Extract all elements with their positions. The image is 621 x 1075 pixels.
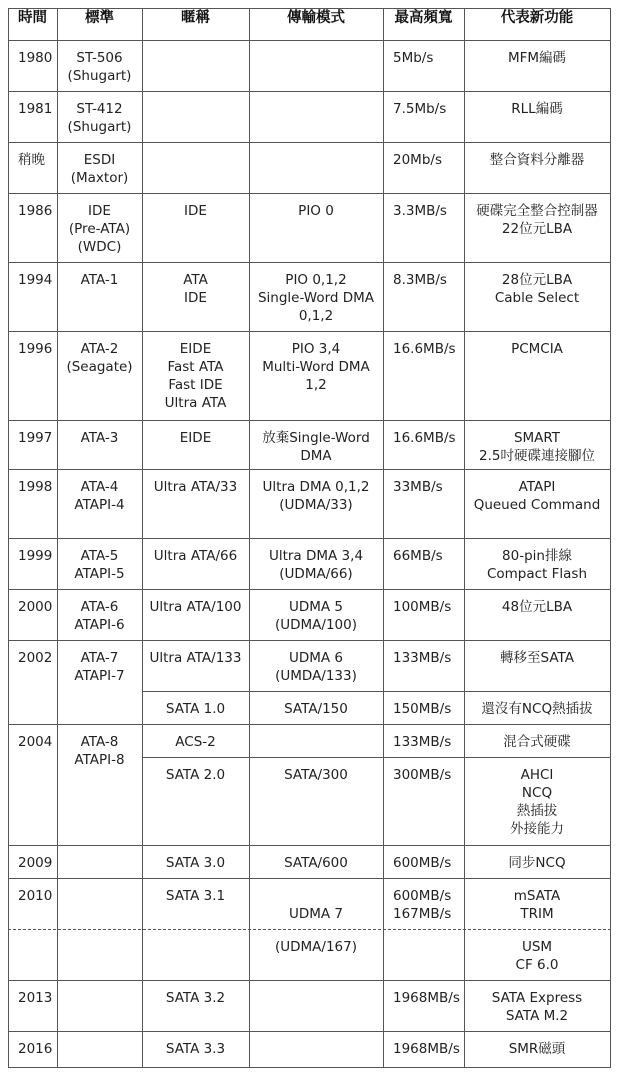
cell-standard: ATA-4 ATAPI-4 [74,479,125,513]
cell-time: 2000 [18,599,53,615]
cell-bandwidth: 300MB/s [393,767,452,783]
cell-bandwidth: 66MB/s [393,548,443,564]
cell-mode: SATA/600 [284,855,348,871]
cell-feature: 28位元LBA Cable Select [494,272,580,306]
grid-line [8,878,611,879]
cell-nickname: EIDE [179,430,212,446]
cell-standard: ATA-6 ATAPI-6 [74,599,125,633]
header-mode: 傳輸模式 [287,10,345,26]
cell-nickname: SATA 3.3 [165,1041,226,1057]
cell-standard: IDE (Pre-ATA) (WDC) [68,203,131,255]
cell-bandwidth: 7.5Mb/s [393,101,447,117]
header-bandwidth: 最高頻寬 [394,10,453,26]
cell-feature: 同步NCQ [508,855,566,871]
cell-feature: 80-pin排線 Compact Flash [486,548,588,582]
cell-feature: ATAPI Queued Command [473,479,601,513]
cell-nickname: SATA 1.0 [165,701,226,717]
header-standard: 標準 [85,10,114,26]
header-time: 時間 [18,10,47,26]
cell-mode: SATA/300 [284,767,348,783]
cell-feature: 混合式硬碟 [503,734,571,750]
cell-mode: UDMA 6 (UMDA/133) [275,650,357,684]
cell-nickname: ACS-2 [175,734,216,750]
grid-line [8,929,611,930]
cell-standard: ATA-3 [80,430,119,446]
cell-time: 1980 [18,50,53,66]
grid-line [142,757,611,758]
cell-bandwidth: 1968MB/s [393,1041,460,1057]
cell-standard: ATA-5 ATAPI-5 [74,548,125,582]
cell-nickname: Ultra ATA/66 [153,548,238,564]
cell-feature: 48位元LBA [501,599,573,615]
cell-nickname: Ultra ATA/33 [153,479,238,495]
cell-mode: 放棄Single-Word DMA [262,430,370,464]
grid-line [8,589,611,590]
cell-feature: AHCI NCQ 熱插拔 外接能力 [510,767,564,837]
cell-standard: ATA-8 ATAPI-8 [74,734,125,768]
cell-bandwidth: 1968MB/s [393,990,460,1006]
cell-time: 2016 [18,1041,53,1057]
grid-line [8,538,611,539]
grid-line [8,40,611,41]
cell-mode: UDMA 5 (UDMA/100) [274,599,357,633]
cell-time: 1981 [18,101,53,117]
cell-nickname: SATA 3.0 [165,855,226,871]
cell-bandwidth: 133MB/s [393,734,452,750]
cell-feature: 還沒有NCQ熱插拔 [481,701,593,717]
cell-time: 2013 [18,990,53,1006]
cell-mode: SATA/150 [284,701,348,717]
cell-time: 稍晚 [18,152,45,168]
cell-feature: RLL編碼 [511,101,563,117]
cell-time: 2004 [18,734,53,750]
cell-feature: 轉移至SATA [500,650,574,666]
cell-bandwidth: 20Mb/s [393,152,442,168]
grid-line [142,691,611,692]
grid-line [8,724,611,725]
grid-line [8,640,611,641]
cell-time: 1994 [18,272,53,288]
cell-feature: SMART 2.5吋硬碟連接腳位 [479,430,595,464]
cell-standard: ATA-1 [80,272,119,288]
grid-line [8,1067,611,1068]
cell-feature: SMR磁頭 [508,1041,566,1057]
cell-mode: (UDMA/167) [274,939,357,955]
cell-bandwidth: 600MB/s [393,855,452,871]
cell-time: 1997 [18,430,53,446]
cell-feature: MFM編碼 [507,50,567,66]
cell-nickname: SATA 3.2 [165,990,226,1006]
cell-bandwidth: 16.6MB/s [393,341,456,357]
cell-feature: SATA Express SATA M.2 [491,990,583,1024]
grid-line [8,331,611,332]
grid-line [8,91,611,92]
cell-nickname: EIDE Fast ATA Fast IDE Ultra ATA [164,341,227,411]
cell-standard: ST-412 (Shugart) [67,101,132,135]
cell-mode: PIO 0 [298,203,334,219]
grid-line [8,980,611,981]
cell-bandwidth: 5Mb/s [393,50,434,66]
cell-standard: ST-506 (Shugart) [67,50,132,84]
cell-bandwidth: 600MB/s 167MB/s [393,888,452,922]
cell-mode: UDMA 7 [288,906,344,922]
grid-line [8,262,611,263]
header-feature: 代表新功能 [500,10,574,26]
cell-nickname: ATA IDE [183,272,208,306]
grid-line [8,1031,611,1032]
cell-feature: mSATA TRIM [513,888,561,922]
cell-mode: Ultra DMA 0,1,2 (UDMA/33) [262,479,370,513]
cell-time: 1999 [18,548,53,564]
cell-time: 1998 [18,479,53,495]
grid-line [8,469,611,470]
header-nickname: 暱稱 [181,10,210,26]
cell-time: 1986 [18,203,53,219]
cell-feature: USM CF 6.0 [515,939,559,973]
cell-bandwidth: 33MB/s [393,479,443,495]
cell-feature: 整合資料分離器 [489,152,585,168]
cell-bandwidth: 8.3MB/s [393,272,447,288]
cell-mode: PIO 3,4 Multi-Word DMA 1,2 [262,341,370,393]
grid-line [8,142,611,143]
cell-bandwidth: 150MB/s [393,701,452,717]
cell-nickname: SATA 2.0 [165,767,226,783]
grid-line [8,420,611,421]
cell-bandwidth: 16.6MB/s [393,430,456,446]
cell-bandwidth: 3.3MB/s [393,203,447,219]
cell-standard: ATA-7 ATAPI-7 [74,650,125,684]
cell-nickname: SATA 3.1 [165,888,226,904]
cell-standard: ESDI (Maxtor) [70,152,129,186]
cell-standard: ATA-2 (Seagate) [66,341,133,375]
cell-feature: PCMCIA [511,341,563,357]
cell-feature: 硬碟完全整合控制器 22位元LBA [476,203,598,237]
grid-line [8,845,611,846]
cell-time: 1996 [18,341,53,357]
cell-nickname: Ultra ATA/133 [149,650,242,666]
cell-bandwidth: 100MB/s [393,599,452,615]
grid-line [8,193,611,194]
cell-mode: Ultra DMA 3,4 (UDMA/66) [268,548,364,582]
cell-time: 2010 [18,888,53,904]
cell-bandwidth: 133MB/s [393,650,452,666]
cell-nickname: IDE [184,203,207,219]
cell-time: 2002 [18,650,53,666]
cell-time: 2009 [18,855,53,871]
cell-mode: PIO 0,1,2 Single-Word DMA 0,1,2 [257,272,375,324]
cell-nickname: Ultra ATA/100 [149,599,242,615]
